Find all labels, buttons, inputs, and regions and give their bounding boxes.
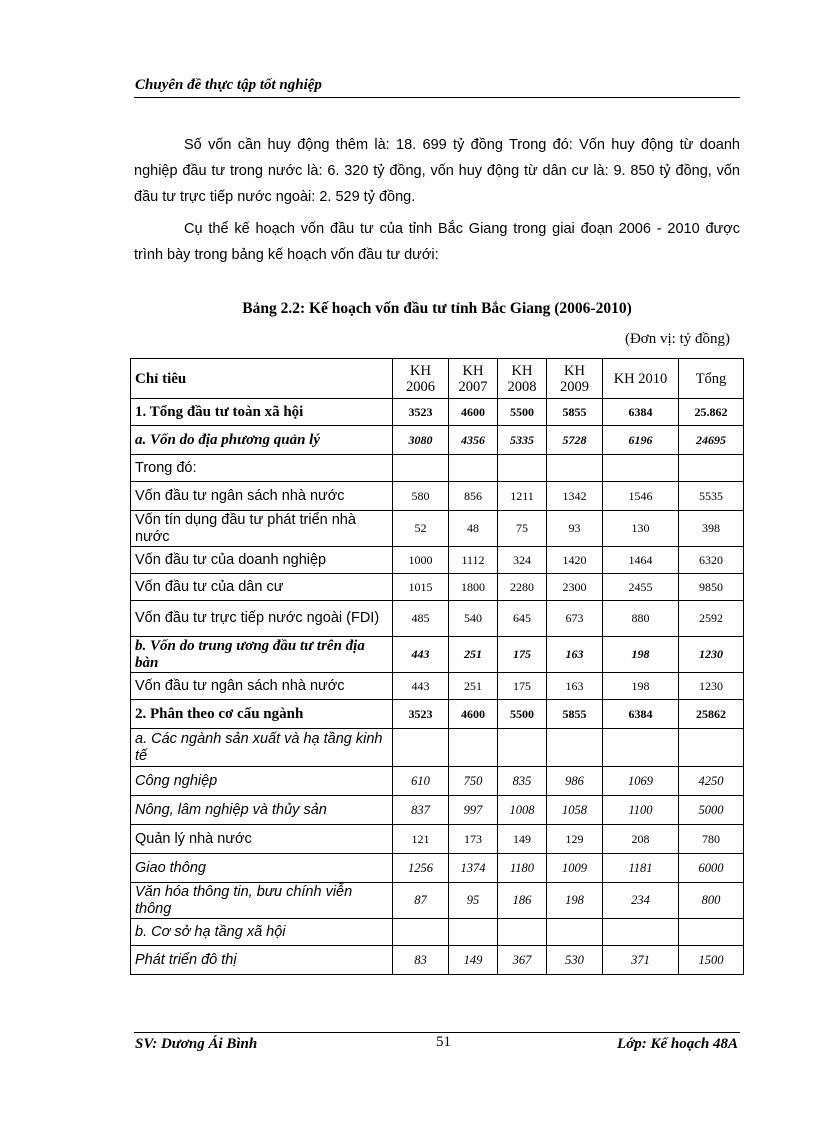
table-title: Bảng 2.2: Kế hoạch vốn đầu tư tỉnh Bắc Giang (2006-2010) xyxy=(242,300,632,317)
value-cell xyxy=(547,919,603,946)
value-cell: 1374 xyxy=(449,854,498,883)
value-cell: 4250 xyxy=(679,767,744,796)
table-row xyxy=(131,601,744,637)
row-label: Vốn tín dụng đầu tư phát triển nhà nước xyxy=(131,511,393,547)
table-row xyxy=(131,511,744,547)
value-cell: 856 xyxy=(449,482,498,511)
value-cell xyxy=(498,919,547,946)
value-cell: 234 xyxy=(603,883,679,919)
value-cell xyxy=(603,919,679,946)
value-cell: 173 xyxy=(449,825,498,854)
row-label: Công nghiệp xyxy=(131,767,393,796)
value-cell: 580 xyxy=(393,482,449,511)
header-cell: Tổng xyxy=(679,359,744,399)
value-cell: 5500 xyxy=(498,700,547,729)
value-cell: 1181 xyxy=(603,854,679,883)
value-cell: 4600 xyxy=(449,700,498,729)
value-cell: 4600 xyxy=(449,399,498,426)
value-cell: 1342 xyxy=(547,482,603,511)
table-row xyxy=(131,399,744,426)
table-row xyxy=(131,673,744,700)
value-cell: 2592 xyxy=(679,601,744,637)
table-row xyxy=(131,455,744,482)
row-label: b. Vốn do trung ương đầu tư trên địa bàn xyxy=(131,637,393,673)
value-cell xyxy=(449,455,498,482)
row-label: Giao thông xyxy=(131,854,393,883)
value-cell: 645 xyxy=(498,601,547,637)
value-cell: 52 xyxy=(393,511,449,547)
header-cell: Chỉ tiêu xyxy=(131,359,393,399)
table-row xyxy=(131,729,744,767)
value-cell xyxy=(547,455,603,482)
value-cell: 780 xyxy=(679,825,744,854)
value-cell: 673 xyxy=(547,601,603,637)
value-cell: 1211 xyxy=(498,482,547,511)
header-cell: KH 2009 xyxy=(547,359,603,399)
value-cell: 130 xyxy=(603,511,679,547)
value-cell: 251 xyxy=(449,637,498,673)
value-cell: 324 xyxy=(498,547,547,574)
table-body xyxy=(131,399,744,975)
value-cell: 24695 xyxy=(679,426,744,455)
value-cell: 198 xyxy=(547,883,603,919)
value-cell: 75 xyxy=(498,511,547,547)
value-cell: 149 xyxy=(498,825,547,854)
row-label: Nông, lâm nghiệp và thủy sản xyxy=(131,796,393,825)
value-cell: 1180 xyxy=(498,854,547,883)
row-label: Vốn đầu tư trực tiếp nước ngoài (FDI) xyxy=(131,601,393,637)
row-label: Vốn đầu tư ngân sách nhà nước xyxy=(131,482,393,511)
value-cell: 1500 xyxy=(679,946,744,975)
value-cell: 3080 xyxy=(393,426,449,455)
value-cell: 1009 xyxy=(547,854,603,883)
table-row xyxy=(131,796,744,825)
value-cell xyxy=(679,455,744,482)
row-label: b. Cơ sở hạ tầng xã hội xyxy=(131,919,393,946)
table-row xyxy=(131,919,744,946)
value-cell: 800 xyxy=(679,883,744,919)
value-cell xyxy=(679,919,744,946)
table-row xyxy=(131,637,744,673)
table-row xyxy=(131,574,744,601)
value-cell: 95 xyxy=(449,883,498,919)
value-cell xyxy=(393,455,449,482)
table-row xyxy=(131,482,744,511)
value-cell: 93 xyxy=(547,511,603,547)
value-cell: 5000 xyxy=(679,796,744,825)
value-cell: 6000 xyxy=(679,854,744,883)
value-cell: 1015 xyxy=(393,574,449,601)
value-cell: 149 xyxy=(449,946,498,975)
value-cell xyxy=(547,729,603,767)
value-cell: 251 xyxy=(449,673,498,700)
row-label: a. Các ngành sản xuất và hạ tầng kinh tế xyxy=(131,729,393,767)
value-cell: 2280 xyxy=(498,574,547,601)
footer-rule xyxy=(134,1032,740,1033)
value-cell: 1230 xyxy=(679,673,744,700)
value-cell: 175 xyxy=(498,673,547,700)
value-cell: 163 xyxy=(547,673,603,700)
row-label: Văn hóa thông tin, bưu chính viễn thông xyxy=(131,883,393,919)
table-unit: (Đơn vị: tỷ đồng) xyxy=(624,331,730,347)
table-row xyxy=(131,883,744,919)
value-cell: 6384 xyxy=(603,700,679,729)
paragraph-2: Cụ thể kế hoạch vốn đầu tư của tỉnh Bắc Giang trong giai đoạn 2006 - 2010 được trình bày trong bảng kế hoạch vốn đầu tư dưới: xyxy=(134,221,740,263)
value-cell: 880 xyxy=(603,601,679,637)
row-label: 1. Tổng đầu tư toàn xã hội xyxy=(131,399,393,426)
value-cell: 1069 xyxy=(603,767,679,796)
value-cell: 1546 xyxy=(603,482,679,511)
table-row xyxy=(131,854,744,883)
value-cell: 1112 xyxy=(449,547,498,574)
value-cell: 1256 xyxy=(393,854,449,883)
table-header-row xyxy=(131,359,744,399)
value-cell: 371 xyxy=(603,946,679,975)
value-cell: 175 xyxy=(498,637,547,673)
value-cell: 208 xyxy=(603,825,679,854)
header-cell: KH 2010 xyxy=(603,359,679,399)
value-cell: 443 xyxy=(393,673,449,700)
header-cell: KH 2008 xyxy=(498,359,547,399)
value-cell: 1008 xyxy=(498,796,547,825)
value-cell: 540 xyxy=(449,601,498,637)
page-number: 51 xyxy=(436,1034,451,1050)
value-cell: 530 xyxy=(547,946,603,975)
value-cell: 398 xyxy=(679,511,744,547)
value-cell: 997 xyxy=(449,796,498,825)
header-cell: KH 2006 xyxy=(393,359,449,399)
value-cell: 5500 xyxy=(498,399,547,426)
paragraph-1: Số vốn cần huy động thêm là: 18. 699 tỷ đồng Trong đó: Vốn huy động từ doanh nghiệp đầu tư trong nước là: 6. 320 tỷ đồng, vốn huy động từ dân cư là: 9. 850 tỷ đồng, vốn đầu tư trực tiếp nước ngoài: 2. 529 tỷ đồng. xyxy=(134,137,740,205)
value-cell: 25862 xyxy=(679,700,744,729)
value-cell: 367 xyxy=(498,946,547,975)
value-cell: 25.862 xyxy=(679,399,744,426)
value-cell: 5535 xyxy=(679,482,744,511)
footer-student: SV: Dương Ái Bình xyxy=(135,1036,258,1052)
value-cell: 837 xyxy=(393,796,449,825)
footer-class: Lớp: Kế hoạch 48A xyxy=(617,1036,738,1052)
value-cell: 1420 xyxy=(547,547,603,574)
header-cell: KH 2007 xyxy=(449,359,498,399)
value-cell: 5855 xyxy=(547,399,603,426)
value-cell xyxy=(498,455,547,482)
table-row xyxy=(131,767,744,796)
value-cell xyxy=(449,729,498,767)
row-label: Vốn đầu tư của dân cư xyxy=(131,574,393,601)
value-cell: 87 xyxy=(393,883,449,919)
value-cell xyxy=(498,729,547,767)
value-cell: 1000 xyxy=(393,547,449,574)
value-cell xyxy=(449,919,498,946)
row-label: 2. Phân theo cơ cấu ngành xyxy=(131,700,393,729)
value-cell: 2300 xyxy=(547,574,603,601)
row-label: Vốn đầu tư ngân sách nhà nước xyxy=(131,673,393,700)
table-row xyxy=(131,700,744,729)
value-cell: 3523 xyxy=(393,399,449,426)
value-cell: 6384 xyxy=(603,399,679,426)
value-cell xyxy=(679,729,744,767)
value-cell: 1100 xyxy=(603,796,679,825)
value-cell: 1058 xyxy=(547,796,603,825)
table-row xyxy=(131,946,744,975)
value-cell: 48 xyxy=(449,511,498,547)
row-label: Vốn đầu tư của doanh nghiệp xyxy=(131,547,393,574)
value-cell: 2455 xyxy=(603,574,679,601)
header-rule xyxy=(134,97,740,98)
value-cell xyxy=(393,919,449,946)
value-cell: 485 xyxy=(393,601,449,637)
value-cell: 443 xyxy=(393,637,449,673)
value-cell: 5855 xyxy=(547,700,603,729)
row-label: Phát triển đô thị xyxy=(131,946,393,975)
value-cell: 1464 xyxy=(603,547,679,574)
table-row xyxy=(131,426,744,455)
value-cell: 610 xyxy=(393,767,449,796)
value-cell: 186 xyxy=(498,883,547,919)
row-label: a. Vốn do địa phương quản lý xyxy=(131,426,393,455)
investment-plan-table xyxy=(130,358,744,975)
value-cell xyxy=(603,729,679,767)
table-row xyxy=(131,825,744,854)
value-cell: 6196 xyxy=(603,426,679,455)
value-cell: 1230 xyxy=(679,637,744,673)
document-header-title: Chuyên đề thực tập tốt nghiệp xyxy=(135,77,322,93)
table-row xyxy=(131,547,744,574)
value-cell: 835 xyxy=(498,767,547,796)
value-cell xyxy=(603,455,679,482)
row-label: Quản lý nhà nước xyxy=(131,825,393,854)
value-cell: 4356 xyxy=(449,426,498,455)
value-cell: 129 xyxy=(547,825,603,854)
value-cell: 9850 xyxy=(679,574,744,601)
value-cell: 121 xyxy=(393,825,449,854)
value-cell: 5335 xyxy=(498,426,547,455)
value-cell: 163 xyxy=(547,637,603,673)
value-cell: 750 xyxy=(449,767,498,796)
value-cell: 6320 xyxy=(679,547,744,574)
value-cell: 5728 xyxy=(547,426,603,455)
value-cell: 3523 xyxy=(393,700,449,729)
value-cell: 1800 xyxy=(449,574,498,601)
row-label: Trong đó: xyxy=(131,455,393,482)
value-cell xyxy=(393,729,449,767)
value-cell: 198 xyxy=(603,637,679,673)
value-cell: 83 xyxy=(393,946,449,975)
value-cell: 198 xyxy=(603,673,679,700)
value-cell: 986 xyxy=(547,767,603,796)
